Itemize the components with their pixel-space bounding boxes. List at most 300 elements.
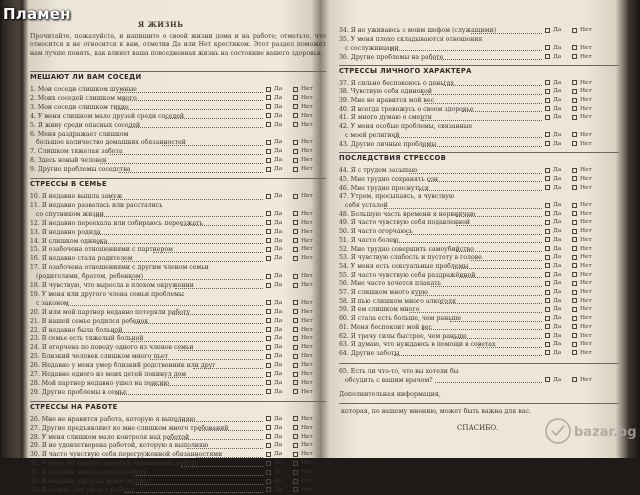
yes-label: Да [274,193,283,199]
question-text: 58. Я пью слишком много алкоголя [339,297,456,305]
no-checkbox[interactable] [293,194,298,199]
yes-checkbox[interactable] [266,140,271,145]
no-checkbox[interactable] [293,318,298,323]
no-checkbox[interactable] [572,203,577,208]
yes-checkbox[interactable] [266,167,271,172]
yes-checkbox[interactable] [545,377,550,382]
answer-options [266,308,322,317]
dot-leader [128,127,263,128]
questionnaire-row [339,53,619,62]
yes-checkbox[interactable] [266,345,271,350]
answer-options [266,147,322,156]
no-checkbox[interactable] [572,106,577,111]
no-label: Нет [301,210,313,217]
questionnaire-row [30,290,326,299]
dot-leader [394,137,543,138]
dot-leader [94,234,263,235]
questionnaire-row [339,79,619,88]
yes-checkbox[interactable] [266,372,271,377]
yes-label: Да [274,442,283,449]
no-checkbox[interactable] [572,298,577,303]
yes-checkbox[interactable] [545,255,550,260]
yes-label: Да [553,219,562,226]
question-text: 2. Моих соседей слишком много [30,94,137,102]
questionnaire-row [339,236,619,245]
no-checkbox[interactable] [572,281,577,286]
dot-leader [66,305,263,306]
question-text: 35. У меня плохо складываются отношения [339,35,483,43]
yes-checkbox[interactable] [266,461,271,466]
no-label: Нет [301,94,313,101]
yes-checkbox[interactable] [266,479,271,484]
question-text: 29. Другие проблемы в семье [30,388,127,396]
no-checkbox[interactable] [293,122,298,127]
yes-checkbox[interactable] [545,237,550,242]
no-checkbox[interactable] [572,229,577,234]
yes-checkbox[interactable] [266,220,271,225]
answer-options [545,323,601,332]
question-text: 19. У меня или другого члена семьи проблемы [30,290,184,298]
answer-options [266,156,322,165]
yes-label: Да [274,469,283,476]
no-checkbox[interactable] [572,255,577,260]
yes-checkbox[interactable] [545,80,550,85]
dot-leader [150,359,263,360]
question-text: 22. Я недавно была больной [30,326,123,334]
yes-checkbox[interactable] [545,98,550,103]
yes-label: Да [274,273,283,280]
question-text: 13. Я недавно родила [30,228,101,236]
question-text: 62. Я трачу силы быстрее, чем раньше [339,332,467,340]
yes-label: Да [274,299,283,306]
no-checkbox[interactable] [572,350,577,355]
dot-leader [181,225,263,226]
yes-checkbox[interactable] [266,122,271,127]
yes-label: Да [553,349,562,356]
no-label: Нет [301,139,313,146]
no-checkbox[interactable] [572,246,577,251]
questionnaire-row [339,305,619,314]
thanks-text: СПАСИБО. [457,424,499,432]
questionnaire-row [339,218,619,227]
section-rule [339,65,619,66]
yes-checkbox[interactable] [545,176,550,181]
answer-options [266,103,322,112]
dot-leader [122,100,263,101]
yes-checkbox[interactable] [266,487,271,492]
yes-checkbox[interactable] [266,443,271,448]
no-checkbox[interactable] [293,363,298,368]
yes-checkbox[interactable] [545,272,550,277]
dot-leader [165,118,263,119]
yes-checkbox[interactable] [266,416,271,421]
no-checkbox[interactable] [572,211,577,216]
questionnaire-row [339,192,619,201]
yes-checkbox[interactable] [545,132,550,137]
question-text: 31. У меня не хватает времени заканчивать работу [30,460,199,468]
answer-options [545,201,601,210]
no-label: Нет [301,317,313,324]
no-checkbox[interactable] [572,28,577,33]
no-checkbox[interactable] [572,377,577,382]
yes-label: Да [553,262,562,269]
questionnaire-row [30,424,326,433]
question-text: 60. Я стала есть больше, чем раньше [339,315,462,323]
answer-options [266,219,322,228]
yes-checkbox[interactable] [266,389,271,394]
yes-checkbox[interactable] [545,316,550,321]
question-text: 4. У меня слишком мало друзей среди соседей [30,112,184,120]
questionnaire-row [339,227,619,236]
no-checkbox[interactable] [572,290,577,295]
no-label: Нет [580,167,592,174]
yes-label: Да [274,388,283,395]
answer-options [266,254,322,263]
questionnaire-row [30,308,326,317]
questionnaire-row [30,147,326,156]
no-checkbox[interactable] [293,354,298,359]
no-checkbox[interactable] [293,238,298,243]
dot-leader [175,421,263,422]
answer-options [266,299,322,308]
questionnaire-row [339,184,619,193]
no-checkbox[interactable] [293,345,298,350]
yes-checkbox[interactable] [266,256,271,261]
answer-options [545,332,601,341]
no-checkbox[interactable] [293,327,298,332]
no-checkbox[interactable] [293,300,298,305]
no-checkbox[interactable] [293,229,298,234]
yes-checkbox[interactable] [545,281,550,286]
yes-checkbox[interactable] [545,220,550,225]
answer-options [545,314,601,323]
yes-label: Да [553,376,562,383]
question-text: 10. Я недавно вышла замуж [30,193,123,200]
no-checkbox[interactable] [293,487,298,492]
answer-options [545,340,601,349]
yes-checkbox[interactable] [266,380,271,385]
no-checkbox[interactable] [572,272,577,277]
yes-label: Да [553,280,562,287]
no-checkbox[interactable] [293,274,298,279]
no-label: Нет [580,53,592,60]
question-text: 34. Я не уживаюсь с моим шефом (служащими) [339,27,497,34]
answer-options [266,94,322,103]
yes-checkbox[interactable] [545,54,550,59]
no-checkbox[interactable] [293,158,298,163]
no-checkbox[interactable] [293,87,298,92]
dot-leader [175,288,263,289]
question-text: 12. Я недавно переехала или собираюсь переезжать [30,219,203,227]
answer-options [545,236,601,245]
yes-checkbox[interactable] [266,425,271,430]
yes-checkbox[interactable] [545,246,550,251]
yes-checkbox[interactable] [266,434,271,439]
no-checkbox[interactable] [572,220,577,225]
questionnaire-row [30,433,326,442]
question-text: 3. Мои соседи слишком тихие [30,103,129,111]
no-checkbox[interactable] [572,45,577,50]
answer-options [266,379,322,388]
no-checkbox[interactable] [293,211,298,216]
no-checkbox[interactable] [572,141,577,146]
yes-checkbox[interactable] [266,354,271,359]
questionnaire-row [339,140,619,149]
questionnaire-row [339,26,619,35]
no-checkbox[interactable] [293,443,298,448]
yes-checkbox[interactable] [266,363,271,368]
yes-checkbox[interactable] [266,274,271,279]
no-checkbox[interactable] [572,185,577,190]
yes-label: Да [274,451,283,458]
question-text: 64. Другие заботы [339,349,400,357]
no-checkbox[interactable] [572,333,577,338]
no-label: Нет [301,362,313,369]
yes-checkbox[interactable] [545,185,550,190]
no-label: Нет [580,280,592,287]
question-text: 43. Другие личные проблемы [339,140,437,148]
questionnaire-row [339,113,619,122]
question-text: 38. Чувствую себя одинокой [339,88,433,96]
dot-leader [131,341,263,342]
no-checkbox[interactable] [293,113,298,118]
yes-checkbox[interactable] [545,229,550,234]
no-checkbox[interactable] [293,389,298,394]
no-checkbox[interactable] [572,342,577,347]
no-checkbox[interactable] [572,98,577,103]
no-checkbox[interactable] [293,149,298,154]
yes-checkbox[interactable] [545,333,550,338]
question-text: 51. Я часто болею [339,236,399,244]
question-text: 52. Мне трудно совершить самоубийство [339,245,474,253]
question-text: 6. Меня раздражает слишком [30,130,129,138]
no-checkbox[interactable] [293,461,298,466]
no-label: Нет [301,157,313,164]
questionnaire-row [30,317,326,326]
no-label: Нет [301,219,313,226]
question-text: 28. У меня слишком мало контроля над работой [30,433,190,441]
question-text: 63. Я думаю, что нуждаюсь в помощи в советах [339,341,496,349]
answer-options [266,370,322,379]
no-label: Нет [580,323,592,330]
question-text: 14. Я слишком одинока [30,237,108,245]
answer-options [545,297,601,306]
no-checkbox[interactable] [293,372,298,377]
yes-checkbox[interactable] [545,203,550,208]
yes-checkbox[interactable] [266,336,271,341]
no-label: Нет [301,193,313,199]
yes-checkbox[interactable] [266,452,271,457]
no-checkbox[interactable] [293,104,298,109]
yes-checkbox[interactable] [266,104,271,109]
no-checkbox[interactable] [572,307,577,312]
no-checkbox[interactable] [293,247,298,252]
no-label: Нет [580,376,592,383]
yes-label: Да [553,341,562,348]
questionnaire-row [30,156,326,165]
yes-checkbox[interactable] [266,283,271,288]
no-checkbox[interactable] [572,89,577,94]
yes-checkbox[interactable] [266,229,271,234]
yes-checkbox[interactable] [266,309,271,314]
yes-checkbox[interactable] [545,350,550,355]
answer-options [266,237,322,246]
answer-options [266,459,322,468]
question-text: 42. У меня особые проблемы, связанные [339,123,473,131]
no-label: Нет [580,306,592,313]
questionnaire-row [339,105,619,114]
yes-checkbox[interactable] [266,327,271,332]
no-checkbox[interactable] [293,452,298,457]
page-title-fragment: Я ЖИЗНЬ [138,20,184,29]
questionnaire-row [30,468,326,477]
answer-options [545,305,601,314]
questionnaire-row [339,201,619,210]
no-label: Нет [301,442,313,449]
yes-checkbox[interactable] [545,89,550,94]
questionnaire-row [339,175,619,184]
yes-checkbox[interactable] [266,247,271,252]
dot-leader [100,163,263,164]
no-checkbox[interactable] [572,316,577,321]
answer-options [266,415,322,424]
yes-label: Да [553,289,562,295]
yes-checkbox[interactable] [266,470,271,475]
no-checkbox[interactable] [293,283,298,288]
answer-options [266,477,322,486]
yes-checkbox[interactable] [266,149,271,154]
question-text: 20. Я или мой партнер недавно потеряли работу [30,308,191,316]
no-checkbox[interactable] [572,263,577,268]
yes-checkbox[interactable] [266,300,271,305]
yes-checkbox[interactable] [266,238,271,243]
no-checkbox[interactable] [293,416,298,421]
questionnaire-row [30,94,326,103]
no-checkbox[interactable] [293,140,298,145]
no-checkbox[interactable] [293,470,298,475]
question-text: 11. Я недавно развелась или расстались [30,201,163,209]
yes-checkbox[interactable] [266,211,271,216]
no-label: Нет [580,210,592,217]
yes-checkbox[interactable] [545,298,550,303]
question-text: 47. Утром, просыпаясь, я чувствую [339,193,455,201]
no-checkbox[interactable] [572,237,577,242]
yes-label: Да [274,424,283,431]
dot-leader [459,277,542,278]
dot-leader [97,243,263,244]
yes-label: Да [274,121,283,128]
dot-leader [172,314,264,315]
answer-options [266,121,322,130]
dot-leader [456,216,542,217]
no-checkbox[interactable] [572,324,577,329]
dot-leader [453,268,542,269]
yes-label: Да [553,167,562,174]
no-checkbox[interactable] [293,425,298,430]
dot-leader [422,329,542,330]
left-page [30,0,326,494]
yes-checkbox[interactable] [545,307,550,312]
answer-options [266,112,322,121]
yes-checkbox[interactable] [266,158,271,163]
no-checkbox[interactable] [572,54,577,59]
yes-checkbox[interactable] [545,263,550,268]
dot-leader [450,321,543,322]
yes-checkbox[interactable] [545,342,550,347]
no-checkbox[interactable] [293,434,298,439]
questionnaire-row [30,201,326,210]
no-checkbox[interactable] [293,336,298,341]
yes-label: Да [274,335,283,342]
yes-checkbox[interactable] [266,318,271,323]
no-checkbox[interactable] [572,132,577,137]
yes-checkbox[interactable] [545,324,550,329]
no-checkbox[interactable] [572,176,577,181]
yes-label: Да [274,166,283,173]
no-checkbox[interactable] [293,220,298,225]
yes-checkbox[interactable] [545,168,550,173]
answer-options [266,468,322,477]
answer-options [545,210,601,219]
yes-checkbox[interactable] [266,87,271,92]
yes-label: Да [274,344,283,351]
answer-options [266,361,322,370]
no-label: Нет [301,308,313,315]
yes-checkbox[interactable] [545,106,550,111]
question-text: 8. Здесь новый человек [30,157,107,165]
answer-options [545,87,601,96]
no-checkbox[interactable] [293,167,298,172]
dot-leader [431,59,542,60]
yes-checkbox[interactable] [545,28,550,33]
yes-checkbox[interactable] [545,115,550,120]
questionnaire-row [339,131,619,140]
questionnaire-row [30,165,326,174]
questionnaire-row [30,459,326,468]
no-checkbox[interactable] [572,115,577,120]
questionnaire-row [30,343,326,352]
section-rule [339,363,619,364]
yes-checkbox[interactable] [545,211,550,216]
no-checkbox[interactable] [293,309,298,314]
no-checkbox[interactable] [293,380,298,385]
dot-leader [116,394,263,395]
yes-checkbox[interactable] [266,113,271,118]
no-checkbox[interactable] [293,95,298,100]
dot-leader [435,382,542,383]
no-checkbox[interactable] [572,168,577,173]
yes-label: Да [553,175,562,182]
yes-checkbox[interactable] [266,95,271,100]
no-checkbox[interactable] [572,80,577,85]
yes-checkbox[interactable] [545,290,550,295]
yes-checkbox[interactable] [266,194,271,199]
yes-label: Да [553,210,562,217]
no-checkbox[interactable] [293,479,298,484]
questionnaire-row [339,349,619,358]
questionnaire-row [30,192,326,201]
yes-checkbox[interactable] [545,45,550,50]
dot-leader [409,173,542,174]
question-text: 30. Я часто чувствую себя перегруженной обязанностями [30,451,223,459]
questionnaire-row [30,219,326,228]
yes-checkbox[interactable] [545,141,550,146]
answer-options [545,44,601,53]
no-checkbox[interactable] [293,256,298,261]
dot-leader [168,439,263,440]
question-text: 56. Мне часто хочется плакать [339,280,442,288]
yes-label: Да [553,306,562,313]
